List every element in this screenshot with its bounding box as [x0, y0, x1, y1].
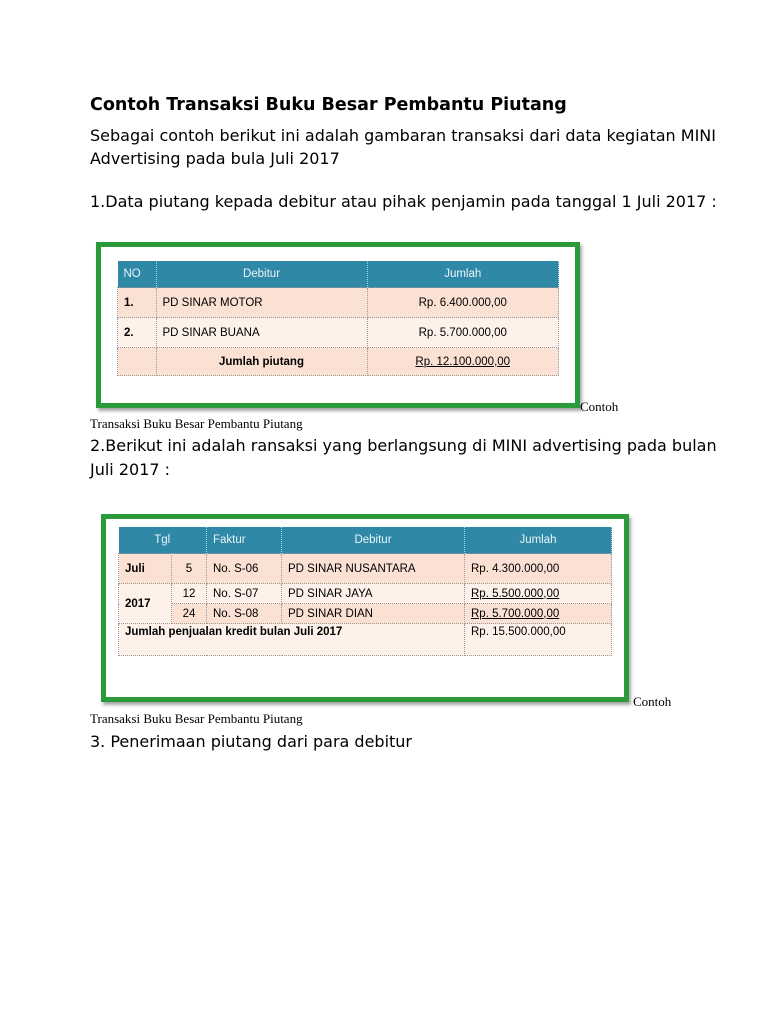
row-no: 1.: [118, 288, 157, 318]
section-2-line-1: 2.Berikut ini adalah ransaksi yang berlangsung di MINI advertising pada bulan: [90, 436, 717, 455]
intro-line-1: Sebagai contoh berikut ini adalah gambaran transaksi dari data kegiatan MINI: [90, 126, 716, 145]
row-debitur: PD SINAR MOTOR: [156, 288, 367, 318]
section-2-line-2: Juli 2017 :: [90, 460, 171, 479]
table-row: [119, 604, 612, 624]
total-value: Rp. 12.100.000,00: [367, 348, 559, 376]
caption-2-end: Contoh: [633, 694, 672, 709]
row-day: 24: [172, 604, 207, 624]
table-row: [119, 554, 612, 584]
row-faktur: No. S-06: [207, 554, 282, 584]
header-debitur: Debitur: [156, 261, 367, 288]
row-jumlah: Rp. 4.300.000,00: [465, 554, 612, 584]
row-no: 2.: [118, 318, 157, 348]
section-1-text: 1.Data piutang kepada debitur atau pihak penjamin pada tanggal 1 Juli 2017 :: [90, 192, 717, 211]
row-faktur: No. S-07: [207, 584, 282, 604]
total-row: [119, 624, 612, 656]
caption-1-start: Transaksi Buku Besar Pembantu Piutang: [90, 416, 303, 431]
row-debitur: PD SINAR BUANA: [156, 318, 367, 348]
total-value: Rp. 15.500.000,00: [465, 624, 612, 656]
row-debitur: PD SINAR NUSANTARA: [282, 554, 465, 584]
row-jumlah: Rp. 5.700.000,00: [367, 318, 559, 348]
header-tgl: Tgl: [119, 527, 207, 554]
table-row: [118, 288, 559, 318]
row-day: 12: [172, 584, 207, 604]
header-jumlah: Jumlah: [367, 261, 559, 288]
row-jumlah: Rp. 5.700.000,00: [465, 604, 612, 624]
row-debitur: PD SINAR DIAN: [282, 604, 465, 624]
row-faktur: No. S-08: [207, 604, 282, 624]
caption-1-end: Contoh: [580, 399, 619, 414]
row-debitur: PD SINAR JAYA: [282, 584, 465, 604]
total-label: Jumlah piutang: [156, 348, 367, 376]
table-row: [119, 584, 612, 604]
row-jumlah: Rp. 6.400.000,00: [367, 288, 559, 318]
intro-line-2: Advertising pada bula Juli 2017: [90, 149, 340, 168]
receivables-table-image: [96, 242, 580, 408]
caption-2-start: Transaksi Buku Besar Pembantu Piutang: [90, 711, 303, 726]
total-label: Jumlah penjualan kredit bulan Juli 2017: [119, 624, 465, 656]
row-jumlah: Rp. 5.500.000,00: [465, 584, 612, 604]
total-row: [118, 348, 559, 376]
year-label: 2017: [119, 584, 172, 624]
row-day: 5: [172, 554, 207, 584]
header-no: NO: [118, 261, 157, 288]
header-debitur: Debitur: [282, 527, 465, 554]
header-faktur: Faktur: [207, 527, 282, 554]
table-row: [118, 318, 559, 348]
sales-table-image: [101, 514, 629, 702]
sales-table: [118, 527, 612, 656]
month-label: Juli: [119, 554, 172, 584]
page-title: Contoh Transaksi Buku Besar Pembantu Piutang: [90, 95, 567, 115]
receivables-table: [117, 261, 559, 376]
section-3-text: 3. Penerimaan piutang dari para debitur: [90, 732, 412, 751]
header-jumlah: Jumlah: [465, 527, 612, 554]
